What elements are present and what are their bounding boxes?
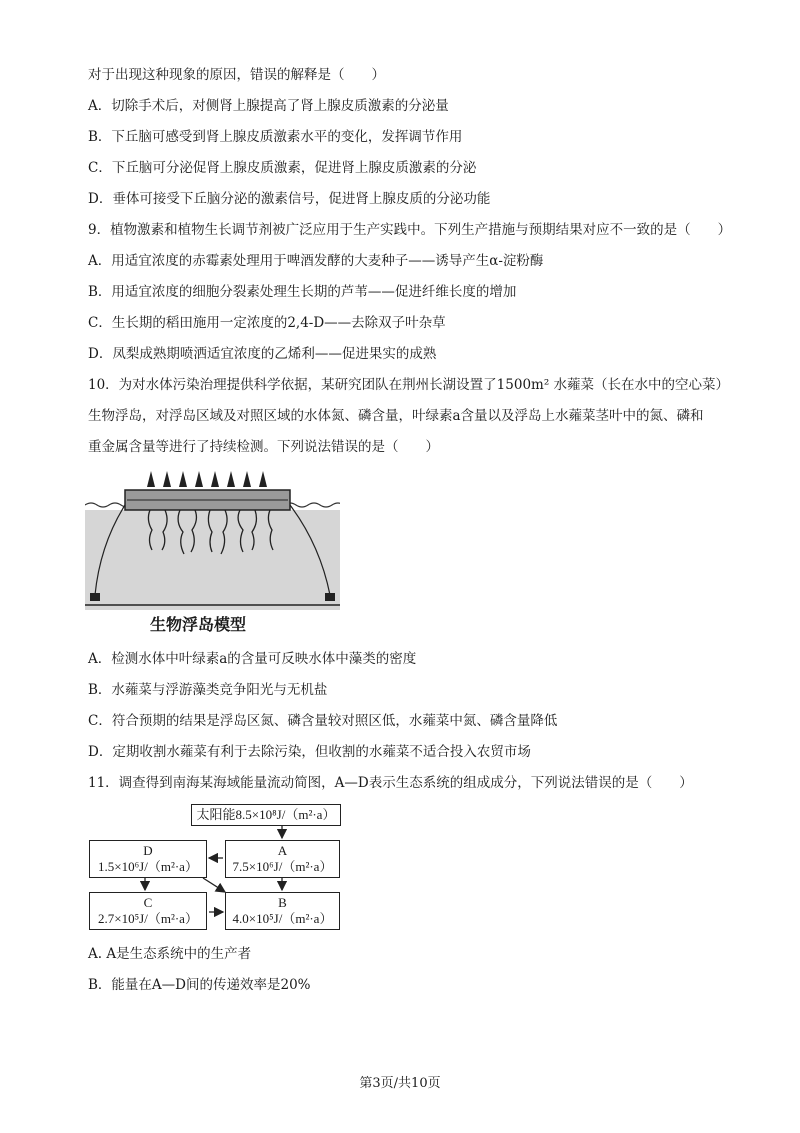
box-a (225, 840, 340, 878)
q9-option-d: D．凤梨成熟期喷洒适宜浓度的乙烯利——促进果实的成熟 (88, 346, 437, 362)
plant-leaves (147, 471, 267, 487)
q8-option-c: C．下丘脑可分泌促肾上腺皮质激素，促进肾上腺皮质激素的分泌 (88, 160, 477, 176)
anchor-left (90, 593, 100, 601)
q10-stem-line-2: 生物浮岛，对浮岛区域及对照区域的水体氮、磷含量，叶绿素a含量以及浮岛上水蕹菜茎叶中的氮、磷和 (88, 408, 704, 424)
q10-option-c: C．符合预期的结果是浮岛区氮、磷含量较对照区低，水蕹菜中氮、磷含量降低 (88, 713, 558, 729)
box-c-name: C (143, 895, 153, 910)
q10-option-d: D．定期收割水蕹菜有利于去除污染，但收割的水蕹菜不适合投入农贸市场 (88, 744, 531, 760)
box-b-name: B (278, 895, 287, 910)
box-b-value: 4.0×10⁵J/（m²·a） (232, 911, 333, 926)
figure-caption: 生物浮岛模型 (150, 615, 247, 634)
q11-option-a: A. A是生态系统中的生产者 (88, 946, 252, 962)
arrow-d-to-b (203, 878, 225, 892)
floating-island-figure (85, 465, 340, 610)
q10-stem-line-3: 重金属含量等进行了持续检测。下列说法错误的是（ ） (88, 439, 439, 455)
box-a-value: 7.5×10⁶J/（m²·a） (232, 859, 333, 874)
box-a-name: A (277, 843, 288, 858)
water-body (85, 510, 340, 610)
box-d-value: 1.5×10⁶J/（m²·a） (98, 859, 198, 874)
box-d (89, 840, 207, 878)
energy-flow-diagram (85, 800, 345, 935)
box-sun: 太阳能8.5×10⁸J/（m²·a） (191, 804, 341, 826)
box-c (89, 892, 207, 930)
q10-stem-line-1: 10．为对水体污染治理提供科学依据，某研究团队在荆州长湖设置了1500m² 水蕹菜（长在水中的空心菜） (88, 377, 730, 393)
box-d-name: D (143, 843, 153, 858)
q8-option-a: A．切除手术后，对侧肾上腺提高了肾上腺皮质激素的分泌量 (88, 98, 449, 114)
box-c-value: 2.7×10⁵J/（m²·a） (98, 911, 198, 926)
anchor-right (325, 593, 335, 601)
q9-option-c: C．生长期的稻田施用一定浓度的2,4-D——去除双子叶杂草 (88, 315, 446, 331)
q8-option-d: D．垂体可接受下丘脑分泌的激素信号，促进肾上腺皮质的分泌功能 (88, 191, 491, 207)
q8-option-b: B．下丘脑可感受到肾上腺皮质激素水平的变化，发挥调节作用 (88, 129, 463, 145)
q9-option-a: A．用适宜浓度的赤霉素处理用于啤酒发酵的大麦种子——诱导产生α-淀粉酶 (88, 253, 544, 269)
q8-stem: 对于出现这种现象的原因，错误的解释是（ ） (88, 67, 385, 83)
q11-option-b: B．能量在A—D间的传递效率是20% (88, 977, 311, 993)
q11-stem: 11．调查得到南海某海域能量流动简图，A—D表示生态系统的组成成分，下列说法错误的是（ ） (88, 775, 693, 791)
box-b (225, 892, 340, 930)
q9-option-b: B．用适宜浓度的细胞分裂素处理生长期的芦苇——促进纤维长度的增加 (88, 284, 517, 300)
q10-option-a: A．检测水体中叶绿素a的含量可反映水体中藻类的密度 (88, 651, 417, 667)
q10-option-b: B．水蕹菜与浮游藻类竞争阳光与无机盐 (88, 682, 328, 698)
page-footer: 第3页/共10页 (359, 1076, 441, 1091)
q9-stem: 9．植物激素和植物生长调节剂被广泛应用于生产实践中。下列生产措施与预期结果对应不一致的是（ ） (88, 222, 732, 238)
